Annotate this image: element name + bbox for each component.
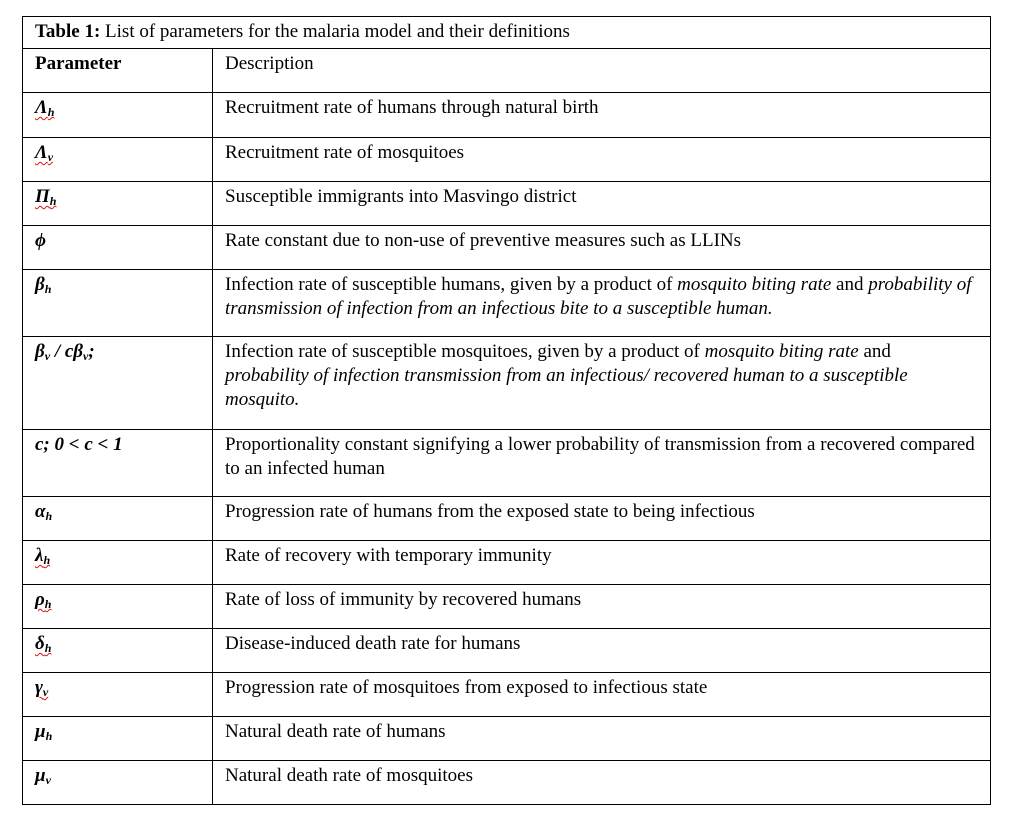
description-italic: probability of infection transmission from an infectious/ recovered human to a susceptible mosquito. — [225, 365, 908, 410]
symbol-subscript: h — [44, 641, 52, 655]
symbol-base: Λ — [35, 142, 48, 163]
parameter-description — [213, 541, 991, 585]
table-row — [23, 761, 991, 805]
symbol-subscript: h — [43, 553, 51, 567]
symbol-tail: / cβ — [50, 341, 84, 362]
table-row — [23, 717, 991, 761]
parameter-symbol — [23, 497, 213, 541]
parameter-description — [213, 761, 991, 805]
description-text: Recruitment rate of humans through natural birth — [225, 97, 599, 118]
parameter-symbol — [23, 717, 213, 761]
header-parameter: Parameter — [23, 49, 213, 93]
description-text: Progression rate of mosquitoes from exposed to infectious state — [225, 677, 708, 698]
table-row — [23, 585, 991, 629]
symbol-base: δ — [35, 633, 45, 654]
symbol-base: Λ — [35, 97, 48, 118]
parameter-symbol — [23, 761, 213, 805]
symbol-text — [35, 589, 51, 610]
table-row — [23, 93, 991, 138]
symbol-base: γ — [35, 677, 43, 698]
table-row — [23, 182, 991, 226]
parameter-description — [213, 629, 991, 673]
symbol-text — [35, 434, 123, 455]
symbol-text — [35, 501, 52, 522]
symbol-subscript: v — [45, 773, 51, 787]
header-description: Description — [213, 49, 991, 93]
symbol-subscript: h — [44, 282, 52, 296]
parameter-description — [213, 226, 991, 270]
table-row — [23, 138, 991, 182]
parameter-symbol — [23, 673, 213, 717]
symbol-base: λ — [35, 545, 44, 566]
symbol-text — [35, 341, 95, 362]
parameter-description — [213, 182, 991, 226]
description-italic: mosquito biting rate — [677, 274, 832, 295]
description-text: and — [831, 274, 869, 295]
symbol-subscript: v — [44, 349, 51, 363]
table-row — [23, 337, 991, 430]
symbol-text — [35, 142, 53, 163]
parameter-symbol — [23, 226, 213, 270]
parameter-description — [213, 138, 991, 182]
symbol-base: α — [35, 501, 46, 522]
parameter-symbol — [23, 337, 213, 430]
parameter-description — [213, 717, 991, 761]
parameter-description — [213, 430, 991, 497]
description-text: Disease-induced death rate for humans — [225, 633, 521, 654]
symbol-base: β — [35, 274, 45, 295]
table-row — [23, 673, 991, 717]
symbol-base: Π — [35, 186, 50, 207]
table-row — [23, 497, 991, 541]
parameter-description — [213, 337, 991, 430]
symbol-subscript: h — [44, 597, 52, 611]
parameter-description — [213, 497, 991, 541]
description-italic: probability of transmission of infection from an infectious bite to a susceptible human. — [225, 274, 972, 319]
description-text: Infection rate of susceptible mosquitoes, given by a product of — [225, 341, 705, 362]
parameter-description — [213, 585, 991, 629]
symbol-text — [35, 633, 51, 654]
symbol-base: μ — [35, 721, 46, 742]
description-text: Proportionality constant signifying a lower probability of transmission from a recovered compared to an infected human — [225, 434, 975, 479]
symbol-text — [35, 721, 52, 742]
header-row — [23, 49, 991, 93]
description-text: Progression rate of humans from the exposed state to being infectious — [225, 501, 755, 522]
symbol-base: μ — [35, 765, 46, 786]
description-text: Rate constant due to non-use of preventive measures such as LLINs — [225, 230, 742, 251]
parameter-table — [22, 16, 991, 805]
document — [22, 16, 991, 805]
symbol-text — [35, 186, 56, 207]
symbol-text — [35, 97, 54, 118]
description-text: Infection rate of susceptible humans, given by a product of — [225, 274, 678, 295]
parameter-symbol — [23, 541, 213, 585]
table-row — [23, 430, 991, 497]
symbol-subscript: h — [45, 729, 53, 743]
table-row — [23, 226, 991, 270]
symbol-subscript: h — [47, 105, 55, 119]
table-caption — [23, 17, 991, 49]
parameter-symbol — [23, 93, 213, 138]
caption-row — [23, 17, 991, 49]
symbol-text — [35, 230, 46, 251]
symbol-tail-subscript: v — [83, 349, 89, 363]
parameter-symbol — [23, 430, 213, 497]
description-text: Recruitment rate of mosquitoes — [225, 142, 465, 163]
parameter-symbol — [23, 629, 213, 673]
symbol-text — [35, 545, 50, 566]
caption-text: List of parameters for the malaria model and their definitions — [100, 21, 570, 42]
description-text: Rate of loss of immunity by recovered humans — [225, 589, 582, 610]
table-row — [23, 270, 991, 337]
description-italic: mosquito biting rate — [704, 341, 859, 362]
symbol-subscript: v — [42, 685, 49, 699]
description-text: Natural death rate of mosquitoes — [225, 765, 473, 786]
description-text: and — [858, 341, 891, 362]
symbol-subscript: h — [45, 509, 53, 523]
symbol-tail-end: ; — [88, 341, 95, 362]
table-row — [23, 629, 991, 673]
description-text: Susceptible immigrants into Masvingo district — [225, 186, 577, 207]
table-row — [23, 541, 991, 585]
symbol-base: ρ — [35, 589, 45, 610]
symbol-text — [35, 677, 48, 698]
description-text: Rate of recovery with temporary immunity — [225, 545, 552, 566]
symbol-text — [35, 765, 51, 786]
parameter-symbol — [23, 182, 213, 226]
symbol-text — [35, 274, 51, 295]
parameter-description — [213, 270, 991, 337]
symbol-base: β — [35, 341, 45, 362]
parameter-description — [213, 673, 991, 717]
parameter-description — [213, 93, 991, 138]
symbol-subscript: h — [49, 194, 57, 208]
description-text: Natural death rate of humans — [225, 721, 446, 742]
symbol-base: c; 0 < c < 1 — [35, 434, 123, 455]
symbol-subscript: v — [47, 150, 54, 164]
parameter-symbol — [23, 585, 213, 629]
symbol-base: ϕ — [35, 230, 46, 251]
parameter-symbol — [23, 138, 213, 182]
caption-label: Table 1: — [35, 21, 101, 42]
parameter-symbol — [23, 270, 213, 337]
